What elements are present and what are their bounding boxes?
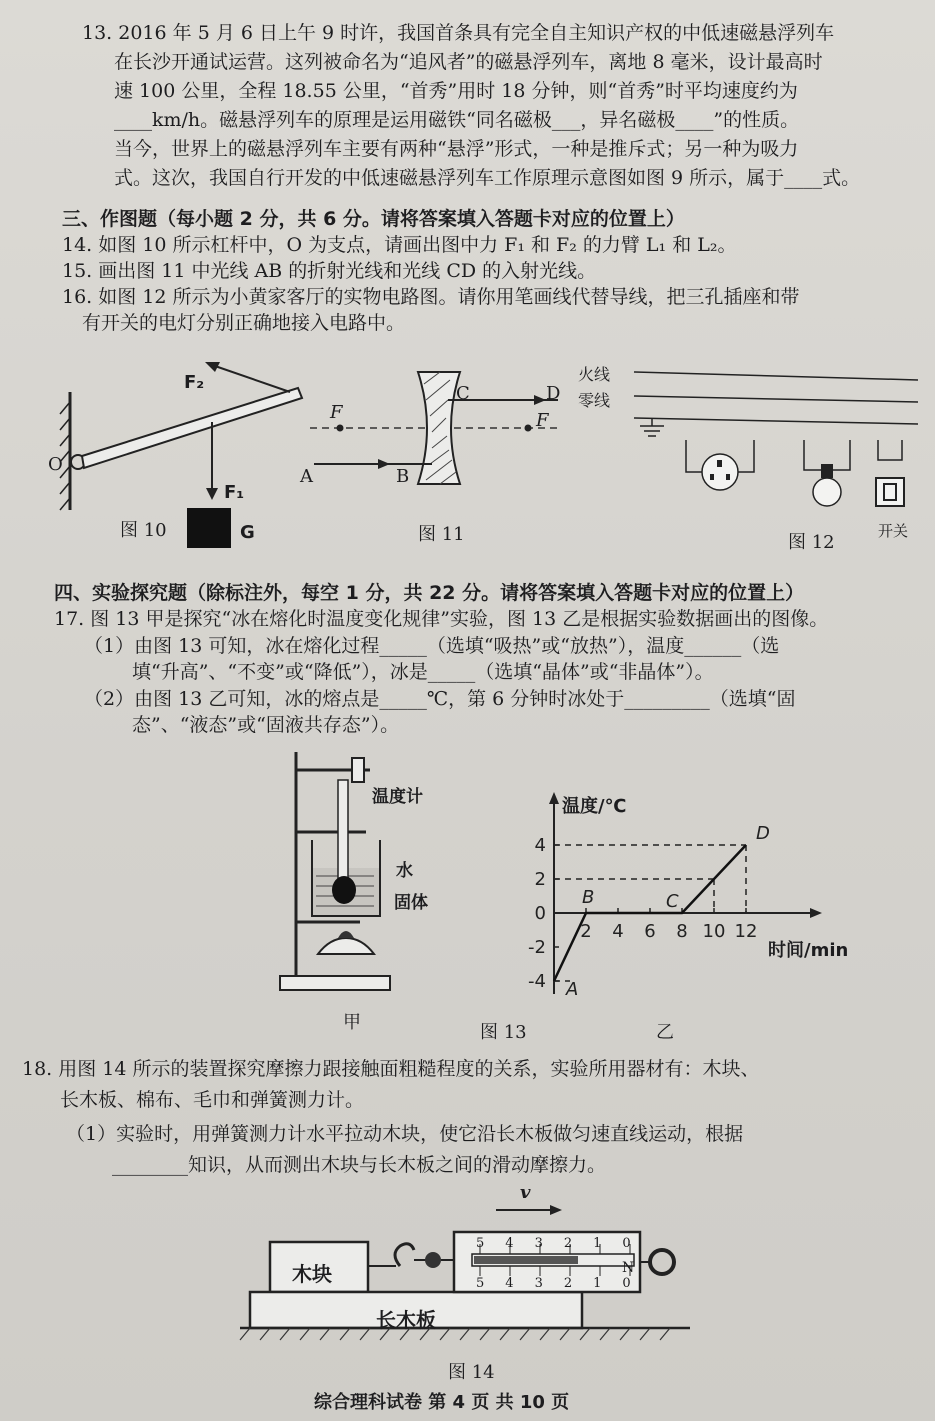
y-tick-label: 2 <box>534 869 546 890</box>
fig14-scale-bottom <box>476 1276 652 1291</box>
chart-y-axis-arrow <box>549 792 559 804</box>
scale-bottom-5: 0 <box>622 1276 652 1291</box>
fig11-focus-right-label: F <box>536 410 549 431</box>
q18-part1-line-2: ________知识，从而测出木块与长木板之间的滑动摩擦力。 <box>112 1154 607 1176</box>
q16-line-2: 有开关的电灯分别正确地接入电路中。 <box>82 312 406 334</box>
fig10-f1-label: F₁ <box>224 482 245 503</box>
q18-part1-line-1: （1）实验时，用弹簧测力计水平拉动木块，使它沿长木板做匀速直线运动，根据 <box>66 1123 744 1145</box>
point-label: C <box>666 891 679 912</box>
scale-bottom-1: 4 <box>505 1276 535 1291</box>
chart-x-axis-arrow <box>810 908 822 918</box>
fig11-point-c: C <box>456 383 470 404</box>
fig13-yi-label: 乙 <box>656 1022 674 1043</box>
q13-line-3: 速 100 公里，全程 18.55 公里，“首秀”用时 18 分钟，则“首秀”时平均速度约为 <box>114 80 798 102</box>
chart-y-axis-label: 温度/℃ <box>562 796 627 817</box>
y-tick-label: -4 <box>528 971 546 992</box>
q13-line-4: ____km/h。磁悬浮列车的原理是运用磁铁“同名磁极___，异名磁极____”的性质。 <box>114 109 800 131</box>
page-footer: 综合理科试卷 第 4 页 共 10 页 <box>314 1392 570 1413</box>
x-tick-label: 6 <box>644 921 656 942</box>
scale-bottom-2: 3 <box>534 1276 564 1291</box>
fig11-point-a: A <box>300 466 313 487</box>
fig11-point-b: B <box>396 466 410 487</box>
q13-line-2: 在长沙开通试运营。这列被命名为“追风者”的磁悬浮列车，离地 8 毫米，设计最高时 <box>114 51 823 73</box>
q17-part2-line-1: （2）由图 13 乙可知，冰的熔点是_____℃，第 6 分钟时冰处于_________（选填“固 <box>84 688 796 710</box>
figure-13-apparatus <box>270 740 450 1000</box>
fig13-thermometer-label: 温度计 <box>372 787 423 807</box>
fig14-board-label: 长木板 <box>376 1308 436 1332</box>
fig14-block-label: 木块 <box>292 1262 332 1286</box>
fig13-water-label: 水 <box>396 861 413 881</box>
x-tick-label: 4 <box>612 921 624 942</box>
fig12-switch-label: 开关 <box>878 522 909 540</box>
fig14-unit-label: N <box>622 1260 635 1276</box>
chart-x-axis-label: 时间/min <box>768 940 849 961</box>
figure-11-lens <box>300 360 570 500</box>
q15-text: 15. 画出图 11 中光线 AB 的折射光线和光线 CD 的入射光线。 <box>62 260 597 282</box>
x-tick-label: 12 <box>734 921 758 942</box>
q17-text: 17. 图 13 甲是探究“冰在熔化时温度变化规律”实验，图 13 乙是根据实验数据画出的图像。 <box>54 608 829 630</box>
fig10-caption: 图 10 <box>120 520 167 541</box>
fig13-solid-label: 固体 <box>394 893 428 913</box>
y-tick-label: -2 <box>528 937 546 958</box>
q17-part1-line-2: 填“升高”、“不变”或“降低”），冰是_____（选填“晶体”或“非晶体”）。 <box>132 661 714 683</box>
fig13-jia-label: 甲 <box>343 1012 361 1033</box>
q18-line-1: 18. 用图 14 所示的装置探究摩擦力跟接触面粗糙程度的关系，实验所用器材有：木块、 <box>22 1058 760 1080</box>
q13-line-6: 式。这次，我国自行开发的中低速磁悬浮列车工作原理示意图如图 9 所示，属于____式。 <box>114 167 861 189</box>
point-label: B <box>582 887 595 908</box>
fig11-point-d: D <box>546 383 561 404</box>
q13-line-1: 13. 2016 年 5 月 6 日上午 9 时许，我国首条具有完全自主知识产权的中低速磁悬浮列车 <box>82 22 835 44</box>
fig10-pivot-label: O <box>48 454 63 475</box>
x-tick-label: 10 <box>702 921 726 942</box>
q18-line-2: 长木板、棉布、毛巾和弹簧测力计。 <box>60 1089 365 1111</box>
fig10-f2-label: F₂ <box>184 372 205 393</box>
fig10-weight-label: G <box>240 522 255 543</box>
fig12-caption: 图 12 <box>788 532 835 553</box>
q14-text: 14. 如图 10 所示杠杆中，O 为支点，请画出图中力 F₁ 和 F₂ 的力臂 L₁ 和 L₂。 <box>62 234 737 256</box>
scale-bottom-4: 1 <box>593 1276 623 1291</box>
q17-part2-line-2: 态”、“液态”或“固液共存态”）。 <box>132 714 400 736</box>
x-tick-label: 8 <box>676 921 688 942</box>
section3-heading: 三、作图题（每小题 2 分，共 6 分。请将答案填入答题卡对应的位置上） <box>62 208 685 230</box>
scale-top-3: 2 <box>563 1236 594 1251</box>
y-tick-label: 4 <box>534 835 546 856</box>
q16-line-1: 16. 如图 12 所示为小黄家客厅的实物电路图。请你用笔画线代替导线，把三孔插座和带 <box>62 286 800 308</box>
point-label: D <box>756 823 770 844</box>
scale-top-5: 0 <box>622 1236 652 1251</box>
fig12-live-wire-label: 火线 <box>578 365 611 384</box>
scale-bottom-0: 5 <box>476 1276 506 1291</box>
fig13-caption: 图 13 <box>480 1022 527 1043</box>
fig12-neutral-wire-label: 零线 <box>578 391 611 410</box>
fig11-caption: 图 11 <box>418 524 465 545</box>
figure-12-circuit <box>620 360 920 530</box>
scale-top-0: 5 <box>476 1236 506 1251</box>
fig14-velocity-label: v <box>520 1182 531 1203</box>
scale-top-2: 3 <box>534 1236 564 1251</box>
fig11-focus-left-label: F <box>330 402 343 423</box>
point-label: A <box>566 979 579 1000</box>
x-tick-label: 2 <box>580 921 592 942</box>
scale-top-1: 4 <box>505 1236 535 1251</box>
section4-heading: 四、实验探究题（除标注外，每空 1 分，共 22 分。请将答案填入答题卡对应的位置上） <box>54 582 805 604</box>
scale-bottom-3: 2 <box>563 1276 594 1291</box>
q13-line-5: 当今，世界上的磁悬浮列车主要有两种“悬浮”形式，一种是推斥式；另一种为吸力 <box>114 138 799 160</box>
fig14-scale-top <box>476 1236 652 1251</box>
fig14-caption: 图 14 <box>448 1362 495 1383</box>
figure-10-lever <box>40 350 310 550</box>
y-tick-label: 0 <box>534 903 546 924</box>
scale-top-4: 1 <box>593 1236 623 1251</box>
q17-part1-line-1: （1）由图 13 可知，冰在熔化过程_____（选填“吸热”或“放热”），温度______（选 <box>84 635 780 657</box>
